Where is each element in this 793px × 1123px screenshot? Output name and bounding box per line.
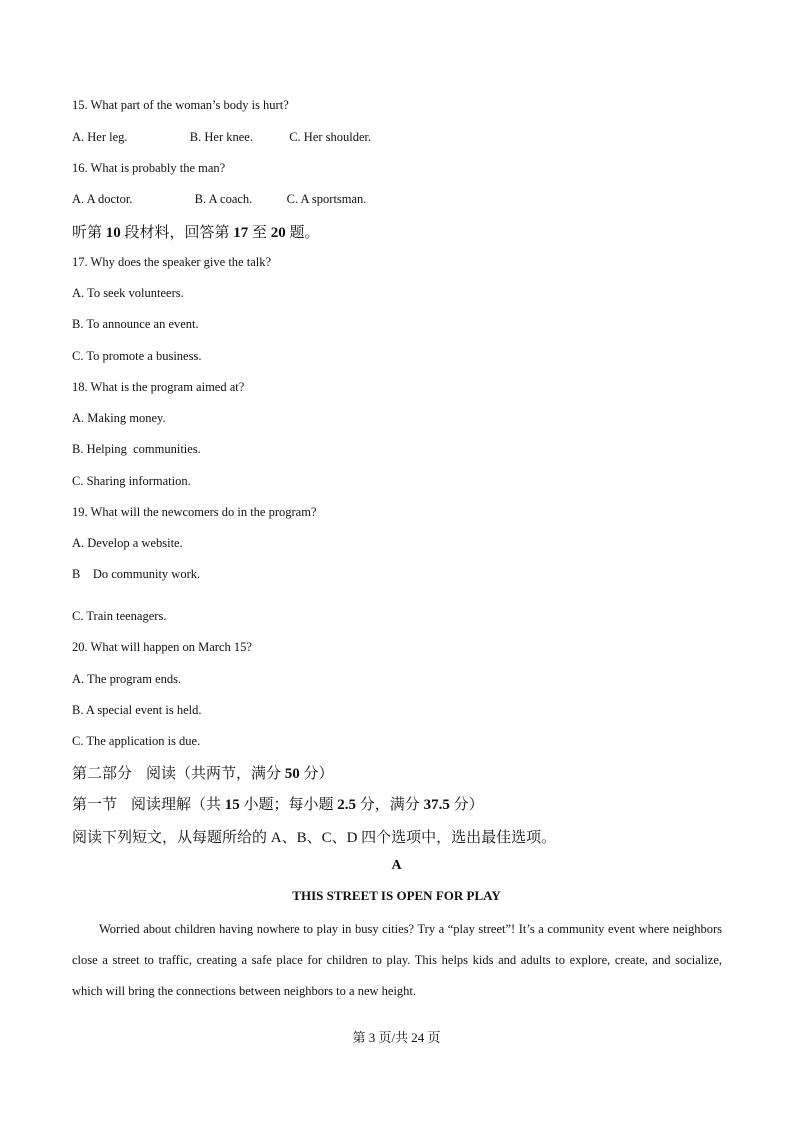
part-title: 阅读（共两节，满分 [146,766,285,782]
passage-title: THIS STREET IS OPEN FOR PLAY [292,888,501,903]
option-a: A. A doctor. [72,192,133,206]
section-label: 第一节 [72,797,118,813]
question-17-option-c: C. To promote a business. [72,349,202,363]
option-b: B. Her knee. [189,130,253,144]
question-18-option-c: C. Sharing information. [72,474,191,488]
question-17-option-b: B. To announce an event. [72,317,199,331]
option-a: A. Her leg. [72,130,128,144]
question-20: 20. What will happen on March 15? [72,640,252,654]
heading-text: 听第 [72,225,106,241]
heading-text: 至 [248,225,271,241]
section-text: 分，满分 [356,797,424,813]
question-19-option-b: B Do community work. [72,567,201,581]
option-b: B. A coach. [194,192,253,206]
heading-number: 10 [105,225,121,241]
question-text: 16. What is probably the man? [72,161,226,175]
page-footer: 第 3 页/共 24 页 [352,1030,441,1045]
section-count: 15 [224,797,240,813]
question-20-option-b: B. A special event is held. [72,703,202,717]
heading-text: 题。 [285,225,320,241]
section-text: 小题；每小题 [239,797,338,813]
section-text: 分） [449,797,484,813]
question-20-option-c: C. The application is due. [72,734,201,748]
section-each-score: 2.5 [337,797,357,813]
option-c: C. Her shoulder. [289,130,372,144]
question-16-options [72,192,366,207]
question-20-option-a: A. The program ends. [72,672,182,686]
heading-number: 17 [233,225,249,241]
heading-text: 段材料，回答第 [120,225,234,241]
part-2-heading [72,762,334,783]
part-suffix: 分） [299,766,334,782]
question-19: 19. What will the newcomers do in the program? [72,505,317,519]
section-1-heading [72,793,484,814]
question-18: 18. What is the program aimed at? [72,380,245,394]
question-17: 17. Why does the speaker give the talk? [72,255,272,269]
question-16 [72,161,225,176]
heading-number: 20 [270,225,286,241]
reading-instruction: 阅读下列短文，从每题所给的 A、B、C、D 四个选项中，选出最佳选项。 [72,830,557,846]
question-18-option-b: B. Helping communities. [72,442,201,456]
part-label: 第二部分 [72,766,133,782]
passage-paragraph [72,914,722,1007]
passage-text: Worried about children having nowhere to play in busy cities? Try a “play street”! It’s a community event where neighbors close a street to traffic, creating a safe place for children to play. This helps kids and adults to explore, create, and socialize, which will bring the connections between neighbors to a new height. [72,922,722,998]
passage-letter: A [391,858,402,873]
question-18-option-a: A. Making money. [72,411,166,425]
question-15-options [72,130,371,145]
question-19-option-a: A. Develop a website. [72,536,183,550]
section-title: 阅读理解（共 [131,797,225,813]
option-c: C. A sportsman. [286,192,367,206]
question-text: 15. What part of the woman’s body is hurt? [72,98,289,112]
section-10-heading [72,221,320,242]
question-17-option-a: A. To seek volunteers. [72,286,184,300]
question-15 [72,98,289,113]
part-score: 50 [284,766,300,782]
question-19-option-c: C. Train teenagers. [72,609,167,623]
section-total-score: 37.5 [423,797,450,813]
